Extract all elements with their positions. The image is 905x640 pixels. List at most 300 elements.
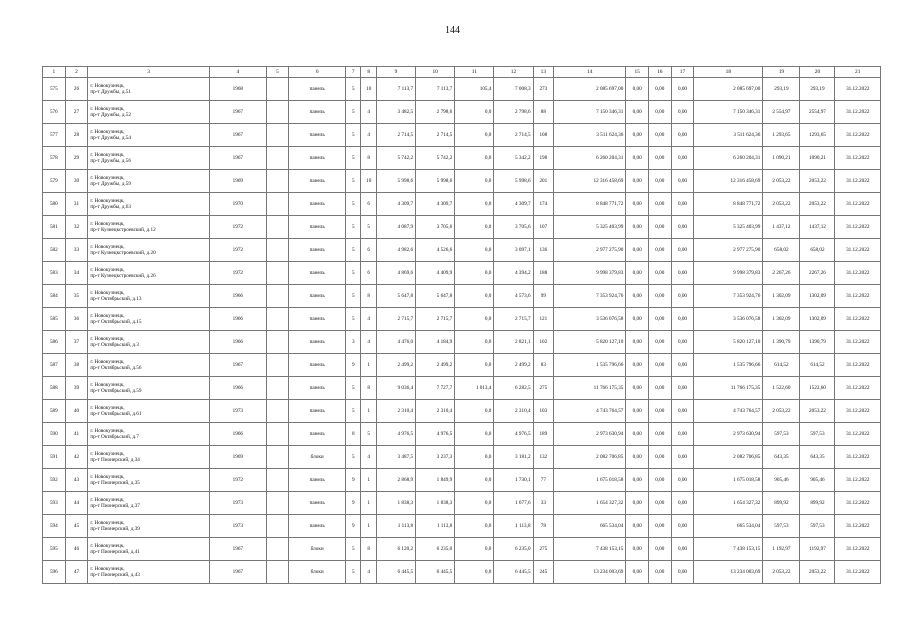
address-city: г. Новокузнецк, (90, 450, 125, 457)
year-built: 1966 (209, 285, 266, 308)
fund-cost: 6 260 204,31 (694, 147, 763, 170)
row-number: 593 (43, 492, 66, 515)
zero-value: 0,00 (626, 239, 649, 262)
zero-value: 0,00 (626, 331, 649, 354)
address-cell (88, 101, 210, 124)
column-header: 21 (835, 67, 881, 78)
table-row (43, 124, 881, 147)
total-cost: 6 260 204,31 (554, 147, 626, 170)
wall-material: блоки (289, 446, 346, 469)
row-index: 31 (65, 193, 88, 216)
residential-area: 1 730,1 (494, 469, 533, 492)
wall-material: панель (289, 285, 346, 308)
table-row (43, 538, 881, 561)
floors-count: 9 (346, 469, 361, 492)
column-header: 12 (494, 67, 533, 78)
zero-value: 0,00 (671, 170, 694, 193)
wall-material: панель (289, 124, 346, 147)
zero-value: 0,00 (648, 124, 671, 147)
cost-per-m2: 1 522,60 (763, 377, 800, 400)
nonresidential-area: 105,4 (455, 78, 494, 101)
column-header: 10 (416, 67, 455, 78)
table-row (43, 285, 881, 308)
wall-material: панель (289, 193, 346, 216)
residents-count: 99 (533, 285, 554, 308)
empty-cell (266, 354, 289, 377)
floors-count: 5 (346, 377, 361, 400)
address-city: г. Новокузнецк, (90, 427, 125, 434)
deadline-date: 31.12.2022 (835, 193, 881, 216)
empty-cell (266, 538, 289, 561)
table-row (43, 170, 881, 193)
entrances-count: 1 (361, 469, 376, 492)
total-area: 5 998,6 (376, 170, 415, 193)
deadline-date: 31.12.2022 (835, 515, 881, 538)
zero-value: 0,00 (626, 193, 649, 216)
row-number: 580 (43, 193, 66, 216)
empty-cell (266, 147, 289, 170)
zero-value: 0,00 (648, 515, 671, 538)
address-city: г. Новокузнецк, (90, 565, 125, 572)
address-city: г. Новокузнецк, (90, 473, 125, 480)
total-cost: 1 535 796,66 (554, 354, 626, 377)
residents-count: 108 (533, 124, 554, 147)
floors-count: 5 (346, 400, 361, 423)
table-row (43, 262, 881, 285)
living-area: 1 838,3 (416, 492, 455, 515)
deadline-date: 31.12.2022 (835, 492, 881, 515)
address-city: г. Новокузнецк, (90, 404, 125, 411)
address-cell (88, 262, 210, 285)
row-index: 27 (65, 101, 88, 124)
total-area: 2 868,9 (376, 469, 415, 492)
entrances-count: 8 (361, 538, 376, 561)
row-index: 33 (65, 239, 88, 262)
zero-value: 0,00 (648, 331, 671, 354)
address-street: пр-т Дружбы, д.59 (90, 181, 131, 187)
nonresidential-area: 0,0 (455, 331, 494, 354)
cost-per-m2-alt: 2053,22 (800, 561, 835, 584)
table-row (43, 193, 881, 216)
zero-value: 0,00 (671, 262, 694, 285)
nonresidential-area: 0,0 (455, 354, 494, 377)
row-number: 588 (43, 377, 66, 400)
zero-value: 0,00 (626, 308, 649, 331)
fund-cost: 9 998 379,83 (694, 262, 763, 285)
residents-count: 121 (533, 308, 554, 331)
residential-area: 2 798,6 (494, 101, 533, 124)
fund-cost: 7 353 924,76 (694, 285, 763, 308)
address-street: пр-т Октябрьский, д.3 (90, 342, 139, 348)
wall-material: панель (289, 147, 346, 170)
table-row (43, 561, 881, 584)
wall-material: панель (289, 101, 346, 124)
empty-cell (266, 193, 289, 216)
column-header: 18 (694, 67, 763, 78)
address-city: г. Новокузнецк, (90, 266, 125, 273)
row-index: 34 (65, 262, 88, 285)
cost-per-m2-alt: 2053,22 (800, 170, 835, 193)
residential-area: 2 715,7 (494, 308, 533, 331)
zero-value: 0,00 (626, 446, 649, 469)
column-header: 19 (763, 67, 800, 78)
nonresidential-area: 0,0 (455, 170, 494, 193)
living-area: 1 113,8 (416, 515, 455, 538)
zero-value: 0,00 (671, 331, 694, 354)
row-index: 32 (65, 216, 88, 239)
address-city: г. Новокузнецк, (90, 496, 125, 503)
table-body (43, 78, 881, 584)
row-index: 47 (65, 561, 88, 584)
address-city: г. Новокузнецк, (90, 151, 125, 158)
year-built: 1970 (209, 193, 266, 216)
address-city: г. Новокузнецк, (90, 174, 125, 181)
floors-count: 5 (346, 538, 361, 561)
entrances-count: 1 (361, 492, 376, 515)
entrances-count: 4 (361, 331, 376, 354)
residents-count: 107 (533, 216, 554, 239)
floors-count: 9 (346, 354, 361, 377)
empty-cell (266, 101, 289, 124)
residential-area: 6 445,5 (494, 561, 533, 584)
wall-material: блоки (289, 561, 346, 584)
year-built: 1968 (209, 78, 266, 101)
total-cost: 8 848 771,72 (554, 193, 626, 216)
nonresidential-area: 0,0 (455, 193, 494, 216)
entrances-count: 4 (361, 101, 376, 124)
row-number: 576 (43, 101, 66, 124)
living-area: 4 526,6 (416, 239, 455, 262)
zero-value: 0,00 (671, 469, 694, 492)
wall-material: панель (289, 262, 346, 285)
fund-cost: 2 977 275,90 (694, 239, 763, 262)
total-area: 4 982,6 (376, 239, 415, 262)
row-index: 36 (65, 308, 88, 331)
address-street: пр-т Пионерский, д.34 (90, 457, 140, 463)
residential-area: 1 677,6 (494, 492, 533, 515)
deadline-date: 31.12.2022 (835, 377, 881, 400)
cost-per-m2: 2 053,22 (763, 561, 800, 584)
residential-area: 4 976,5 (494, 423, 533, 446)
residential-area: 3 705,6 (494, 216, 533, 239)
cost-per-m2-alt: 1437,12 (800, 216, 835, 239)
table-row (43, 377, 881, 400)
row-index: 30 (65, 170, 88, 193)
address-cell (88, 561, 210, 584)
total-area: 4 476,0 (376, 331, 415, 354)
cost-per-m2-alt: 293,19 (800, 78, 835, 101)
deadline-date: 31.12.2022 (835, 446, 881, 469)
zero-value: 0,00 (671, 400, 694, 423)
wall-material: панель (289, 308, 346, 331)
zero-value: 0,00 (626, 101, 649, 124)
address-city: г. Новокузнецк, (90, 105, 125, 112)
deadline-date: 31.12.2022 (835, 285, 881, 308)
column-header: 13 (533, 67, 554, 78)
zero-value: 0,00 (671, 78, 694, 101)
empty-cell (266, 515, 289, 538)
address-cell (88, 515, 210, 538)
zero-value: 0,00 (648, 561, 671, 584)
fund-cost: 13 234 003,69 (694, 561, 763, 584)
nonresidential-area: 0,0 (455, 561, 494, 584)
zero-value: 0,00 (648, 400, 671, 423)
row-index: 46 (65, 538, 88, 561)
residents-count: 136 (533, 239, 554, 262)
nonresidential-area: 0,0 (455, 538, 494, 561)
fund-cost: 2 082 706,85 (694, 446, 763, 469)
row-index: 38 (65, 354, 88, 377)
zero-value: 0,00 (626, 515, 649, 538)
address-street: пр-т Октябрьский, д.13 (90, 296, 142, 302)
address-street: пр-т Дружбы, д.63 (90, 204, 131, 210)
floors-count: 5 (346, 170, 361, 193)
total-cost: 5 820 127,10 (554, 331, 626, 354)
cost-per-m2: 1 192,97 (763, 538, 800, 561)
empty-cell (266, 377, 289, 400)
fund-cost: 2 085 697,00 (694, 78, 763, 101)
residential-area: 5 342,2 (494, 147, 533, 170)
entrances-count: 4 (361, 124, 376, 147)
row-number: 590 (43, 423, 66, 446)
zero-value: 0,00 (671, 285, 694, 308)
year-built: 1966 (209, 331, 266, 354)
living-area: 4 309,7 (416, 193, 455, 216)
total-area: 6 445,5 (376, 561, 415, 584)
column-header: 8 (361, 67, 376, 78)
residential-area: 6 282,5 (494, 377, 533, 400)
year-built: 1967 (209, 124, 266, 147)
fund-cost: 2 973 630,94 (694, 423, 763, 446)
entrances-count: 5 (361, 423, 376, 446)
empty-cell (266, 331, 289, 354)
residents-count: 132 (533, 446, 554, 469)
nonresidential-area: 0,0 (455, 400, 494, 423)
nonresidential-area: 0,0 (455, 124, 494, 147)
wall-material: панель (289, 170, 346, 193)
total-cost: 9 998 379,83 (554, 262, 626, 285)
address-street: пр-т Дружбы, д.51 (90, 89, 131, 95)
floors-count: 5 (346, 308, 361, 331)
zero-value: 0,00 (648, 170, 671, 193)
address-street: пр-т Пионерский, д.41 (90, 549, 140, 555)
year-built: 1972 (209, 239, 266, 262)
living-area: 7 727,7 (416, 377, 455, 400)
zero-value: 0,00 (626, 78, 649, 101)
residents-count: 273 (533, 78, 554, 101)
empty-cell (266, 262, 289, 285)
residential-area: 4 394,2 (494, 262, 533, 285)
cost-per-m2: 614,52 (763, 354, 800, 377)
floors-count: 5 (346, 78, 361, 101)
living-area: 5 647,8 (416, 285, 455, 308)
address-street: пр-т Дружбы, д.52 (90, 112, 131, 118)
row-number: 584 (43, 285, 66, 308)
row-index: 40 (65, 400, 88, 423)
cost-per-m2-alt: 1302,09 (800, 308, 835, 331)
deadline-date: 31.12.2022 (835, 400, 881, 423)
row-number: 586 (43, 331, 66, 354)
address-cell (88, 354, 210, 377)
cost-per-m2-alt: 2267,26 (800, 262, 835, 285)
year-built: 1967 (209, 538, 266, 561)
floors-count: 5 (346, 147, 361, 170)
row-number: 591 (43, 446, 66, 469)
address-city: г. Новокузнецк, (90, 220, 125, 227)
entrances-count: 8 (361, 147, 376, 170)
deadline-date: 31.12.2022 (835, 331, 881, 354)
residents-count: 102 (533, 331, 554, 354)
residential-area: 4 573,6 (494, 285, 533, 308)
row-index: 45 (65, 515, 88, 538)
column-header: 6 (289, 67, 346, 78)
total-cost: 2 082 706,85 (554, 446, 626, 469)
row-number: 578 (43, 147, 66, 170)
residents-count: 198 (533, 147, 554, 170)
zero-value: 0,00 (626, 423, 649, 446)
empty-cell (266, 561, 289, 584)
column-header: 14 (554, 67, 626, 78)
table-row (43, 400, 881, 423)
total-cost: 7 150 346,31 (554, 101, 626, 124)
year-built: 1966 (209, 308, 266, 331)
table-row (43, 216, 881, 239)
column-header-row (43, 67, 881, 78)
residential-area: 2 714,5 (494, 124, 533, 147)
living-area: 4 184,9 (416, 331, 455, 354)
fund-cost: 1 654 327,32 (694, 492, 763, 515)
cost-per-m2-alt: 614,52 (800, 354, 835, 377)
empty-cell (266, 308, 289, 331)
residential-area: 5 998,6 (494, 170, 533, 193)
zero-value: 0,00 (626, 216, 649, 239)
zero-value: 0,00 (671, 538, 694, 561)
residents-count: 188 (533, 262, 554, 285)
zero-value: 0,00 (671, 515, 694, 538)
column-header: 1 (43, 67, 66, 78)
empty-cell (266, 216, 289, 239)
address-cell (88, 308, 210, 331)
floors-count: 5 (346, 446, 361, 469)
fund-cost: 11 766 175,35 (694, 377, 763, 400)
total-cost: 7 353 924,76 (554, 285, 626, 308)
address-cell (88, 492, 210, 515)
address-cell (88, 331, 210, 354)
table-row (43, 354, 881, 377)
address-city: г. Новокузнецк, (90, 381, 125, 388)
table-row (43, 515, 881, 538)
cost-per-m2: 1 302,09 (763, 308, 800, 331)
zero-value: 0,00 (671, 101, 694, 124)
nonresidential-area: 0,0 (455, 469, 494, 492)
address-city: г. Новокузнецк, (90, 197, 125, 204)
total-cost: 3 536 076,58 (554, 308, 626, 331)
deadline-date: 31.12.2022 (835, 538, 881, 561)
cost-per-m2: 2 053,22 (763, 193, 800, 216)
cost-per-m2: 1 390,79 (763, 331, 800, 354)
table-row (43, 492, 881, 515)
residential-area: 6 235,0 (494, 538, 533, 561)
total-area: 4 869,6 (376, 262, 415, 285)
empty-cell (266, 239, 289, 262)
cost-per-m2-alt: 643,35 (800, 446, 835, 469)
deadline-date: 31.12.2022 (835, 216, 881, 239)
entrances-count: 1 (361, 354, 376, 377)
total-area: 5 742,2 (376, 147, 415, 170)
residents-count: 33 (533, 492, 554, 515)
address-street: пр-т Дружбы, д.56 (90, 158, 131, 164)
living-area: 2 499,2 (416, 354, 455, 377)
total-area: 4 976,5 (376, 423, 415, 446)
wall-material: блоки (289, 538, 346, 561)
address-street: пр-т Октябрьский, д.56 (90, 365, 142, 371)
cost-per-m2: 905,46 (763, 469, 800, 492)
address-cell (88, 170, 210, 193)
wall-material: панель (289, 216, 346, 239)
wall-material: панель (289, 492, 346, 515)
row-index: 41 (65, 423, 88, 446)
address-street: пр-т Кузнецкстроевский, д.26 (90, 273, 156, 279)
total-cost: 1 654 327,32 (554, 492, 626, 515)
deadline-date: 31.12.2022 (835, 354, 881, 377)
empty-cell (266, 423, 289, 446)
row-number: 592 (43, 469, 66, 492)
entrances-count: 8 (361, 285, 376, 308)
address-city: г. Новокузнецк, (90, 358, 125, 365)
table-row (43, 423, 881, 446)
table-row (43, 101, 881, 124)
zero-value: 0,00 (648, 147, 671, 170)
total-area: 2 499,2 (376, 354, 415, 377)
zero-value: 0,00 (671, 124, 694, 147)
table-row (43, 469, 881, 492)
total-cost: 2 977 275,90 (554, 239, 626, 262)
floors-count: 5 (346, 561, 361, 584)
zero-value: 0,00 (671, 216, 694, 239)
address-city: г. Новокузнецк, (90, 519, 125, 526)
cost-per-m2-alt: 597,53 (800, 423, 835, 446)
total-area: 3 482,5 (376, 101, 415, 124)
column-header: 15 (626, 67, 649, 78)
column-header: 5 (266, 67, 289, 78)
fund-cost: 4 743 764,57 (694, 400, 763, 423)
deadline-date: 31.12.2022 (835, 239, 881, 262)
cost-per-m2-alt: 1522,60 (800, 377, 835, 400)
floors-count: 5 (346, 124, 361, 147)
row-number: 582 (43, 239, 66, 262)
zero-value: 0,00 (626, 492, 649, 515)
entrances-count: 6 (361, 239, 376, 262)
row-number: 596 (43, 561, 66, 584)
zero-value: 0,00 (671, 377, 694, 400)
total-area: 2 310,4 (376, 400, 415, 423)
empty-cell (266, 492, 289, 515)
cost-per-m2: 1 437,12 (763, 216, 800, 239)
empty-cell (266, 400, 289, 423)
zero-value: 0,00 (626, 538, 649, 561)
cost-per-m2: 2 053,22 (763, 170, 800, 193)
empty-cell (266, 285, 289, 308)
wall-material: панель (289, 400, 346, 423)
year-built: 1967 (209, 354, 266, 377)
total-area: 1 838,3 (376, 492, 415, 515)
housing-register-table (42, 66, 881, 584)
cost-per-m2-alt: 2053,22 (800, 400, 835, 423)
cost-per-m2: 1 090,21 (763, 147, 800, 170)
year-built: 1967 (209, 101, 266, 124)
address-street: пр-т Октябрьский, д.7 (90, 434, 139, 440)
living-area: 1 849,9 (416, 469, 455, 492)
